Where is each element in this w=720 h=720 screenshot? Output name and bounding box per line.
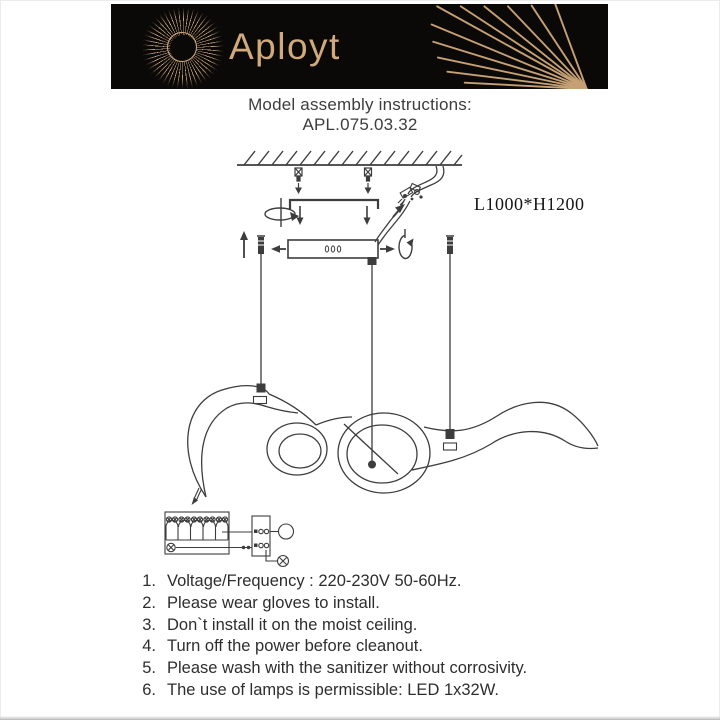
instruction-text: Please wash with the sanitizer without corrosivity. xyxy=(167,659,528,678)
power-cord xyxy=(375,166,444,245)
ceiling-hatch xyxy=(237,151,462,165)
anchor-screw-left-icon xyxy=(295,168,302,194)
instruction-item xyxy=(138,658,608,680)
instruction-number: 4. xyxy=(142,637,156,656)
instruction-item xyxy=(138,615,608,637)
instruction-number: 2. xyxy=(142,593,156,612)
lift-arrow-icon xyxy=(240,231,248,258)
connector-block xyxy=(252,516,270,556)
instruction-text: Don`t install it on the moist ceiling. xyxy=(167,615,418,634)
canopy-holes xyxy=(325,246,340,252)
rotate-bracket-icon xyxy=(265,198,299,227)
wiring-schematic xyxy=(165,488,294,567)
instruction-list xyxy=(138,571,608,702)
cord-arrow-icon xyxy=(393,204,405,217)
instruction-item xyxy=(138,636,608,658)
brand-name: Aployt xyxy=(229,26,341,67)
mounting-bracket xyxy=(290,200,378,209)
canopy xyxy=(288,240,378,265)
dimension-label: L1000*H1200 xyxy=(474,194,585,214)
instruction-number: 1. xyxy=(142,572,156,590)
instruction-number: 5. xyxy=(142,659,156,678)
down-arrow-right-icon xyxy=(364,206,371,225)
instruction-item xyxy=(138,571,608,593)
model-code: APL.075.03.32 xyxy=(302,115,418,134)
instruction-text: Turn off the power before cleanout. xyxy=(167,637,423,656)
rotate-cable-icon xyxy=(399,229,413,258)
instruction-number: 3. xyxy=(142,615,156,634)
image-bottom-edge xyxy=(0,716,720,720)
cable-gripper-right-icon xyxy=(446,236,454,254)
ground-lamp-symbol xyxy=(278,556,289,567)
cable-lock-middle-icon xyxy=(368,461,376,469)
pointer-arrow-icon xyxy=(192,488,202,505)
slide-arrow-left-icon xyxy=(271,245,286,253)
cable-gripper-left-icon xyxy=(257,236,265,254)
lamp-symbol xyxy=(279,524,294,539)
instruction-text: Voltage/Frequency : 220-230V 50-60Hz. xyxy=(167,572,462,590)
anchor-screw-right-icon xyxy=(365,168,372,194)
ribbon-fixture xyxy=(188,386,598,497)
cable-lock-right-icon xyxy=(444,429,457,450)
instruction-item xyxy=(138,593,608,615)
ground-screw-icon xyxy=(167,543,175,551)
instruction-text: Please wear gloves to install. xyxy=(167,593,380,612)
page-title: Model assembly instructions: xyxy=(248,95,472,114)
slide-arrow-right-icon xyxy=(380,245,395,253)
instruction-text: The use of lamps is permissible: LED 1x32W. xyxy=(167,680,499,699)
instruction-item xyxy=(138,680,608,702)
instruction-number: 6. xyxy=(142,680,156,699)
